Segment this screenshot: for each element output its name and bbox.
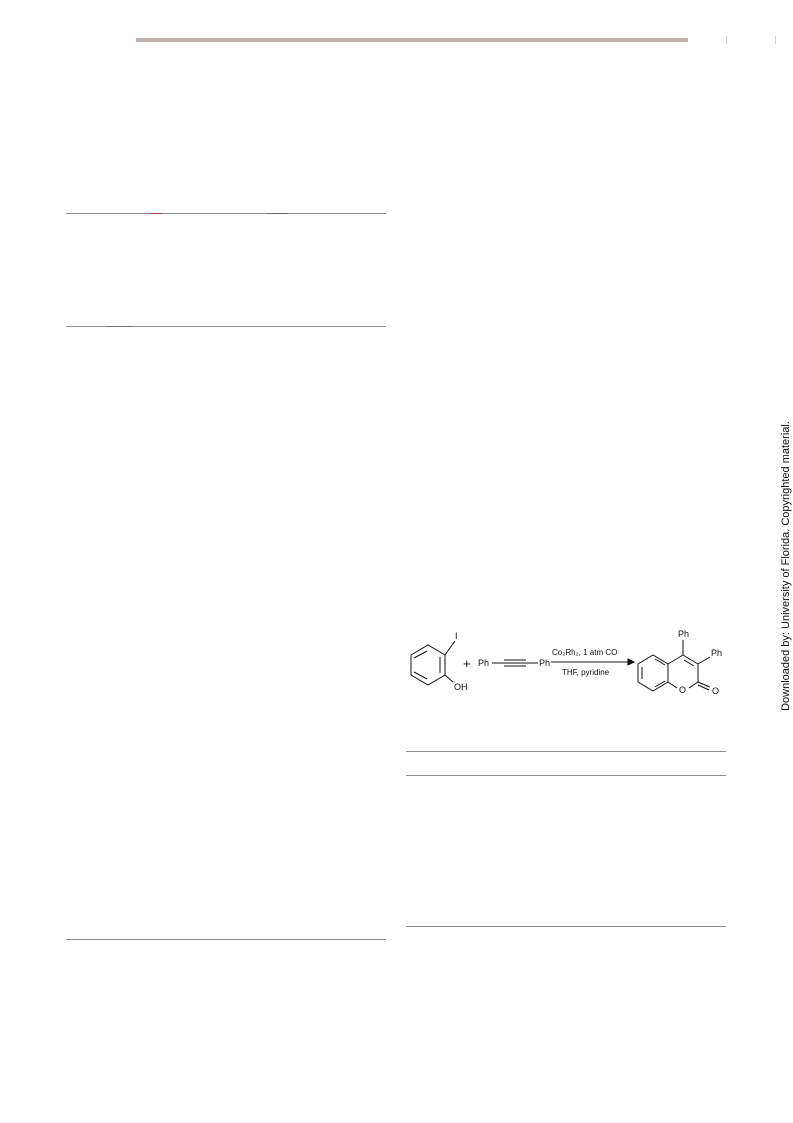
reaction-scheme-svg (400, 624, 730, 712)
page-number-mark (726, 36, 778, 44)
hydroxy-label: OH (454, 682, 468, 692)
iodo-label: I (455, 631, 458, 641)
alkyne-bond (492, 660, 538, 666)
plus-sign: + (463, 656, 471, 671)
ring-oxygen-label: O (679, 685, 687, 695)
carbonyl-oxygen-label: O (712, 686, 720, 696)
reaction-arrow (551, 659, 634, 665)
rule-accent (150, 213, 162, 214)
table-rule-bottom (406, 926, 726, 927)
rule-accent (106, 326, 132, 327)
left-column-rule-top (66, 213, 386, 214)
conditions-top: Co₂Rh₂, 1 atm CO (552, 648, 618, 657)
table-rule-top (406, 751, 726, 752)
alkyne-ph-right: Ph (539, 658, 551, 668)
reaction-scheme (400, 624, 730, 712)
iodophenol-structure (411, 641, 455, 685)
alkyne-ph-left: Ph (478, 658, 490, 668)
product-ph-4: Ph (678, 629, 690, 639)
rule-accent (266, 213, 288, 214)
page-mark-tick (726, 36, 727, 44)
coumarin-structure (638, 640, 710, 691)
page-mark-tick (775, 36, 776, 44)
table-rule-header (406, 775, 726, 776)
product-ph-3: Ph (711, 648, 723, 658)
download-watermark: Downloaded by: University of Florida. Copyrighted material. (780, 421, 792, 711)
conditions-bottom: THF, pyridine (562, 668, 610, 677)
left-column-rule-middle (66, 326, 386, 327)
header-rule (136, 38, 688, 42)
left-column-rule-bottom (66, 939, 386, 940)
